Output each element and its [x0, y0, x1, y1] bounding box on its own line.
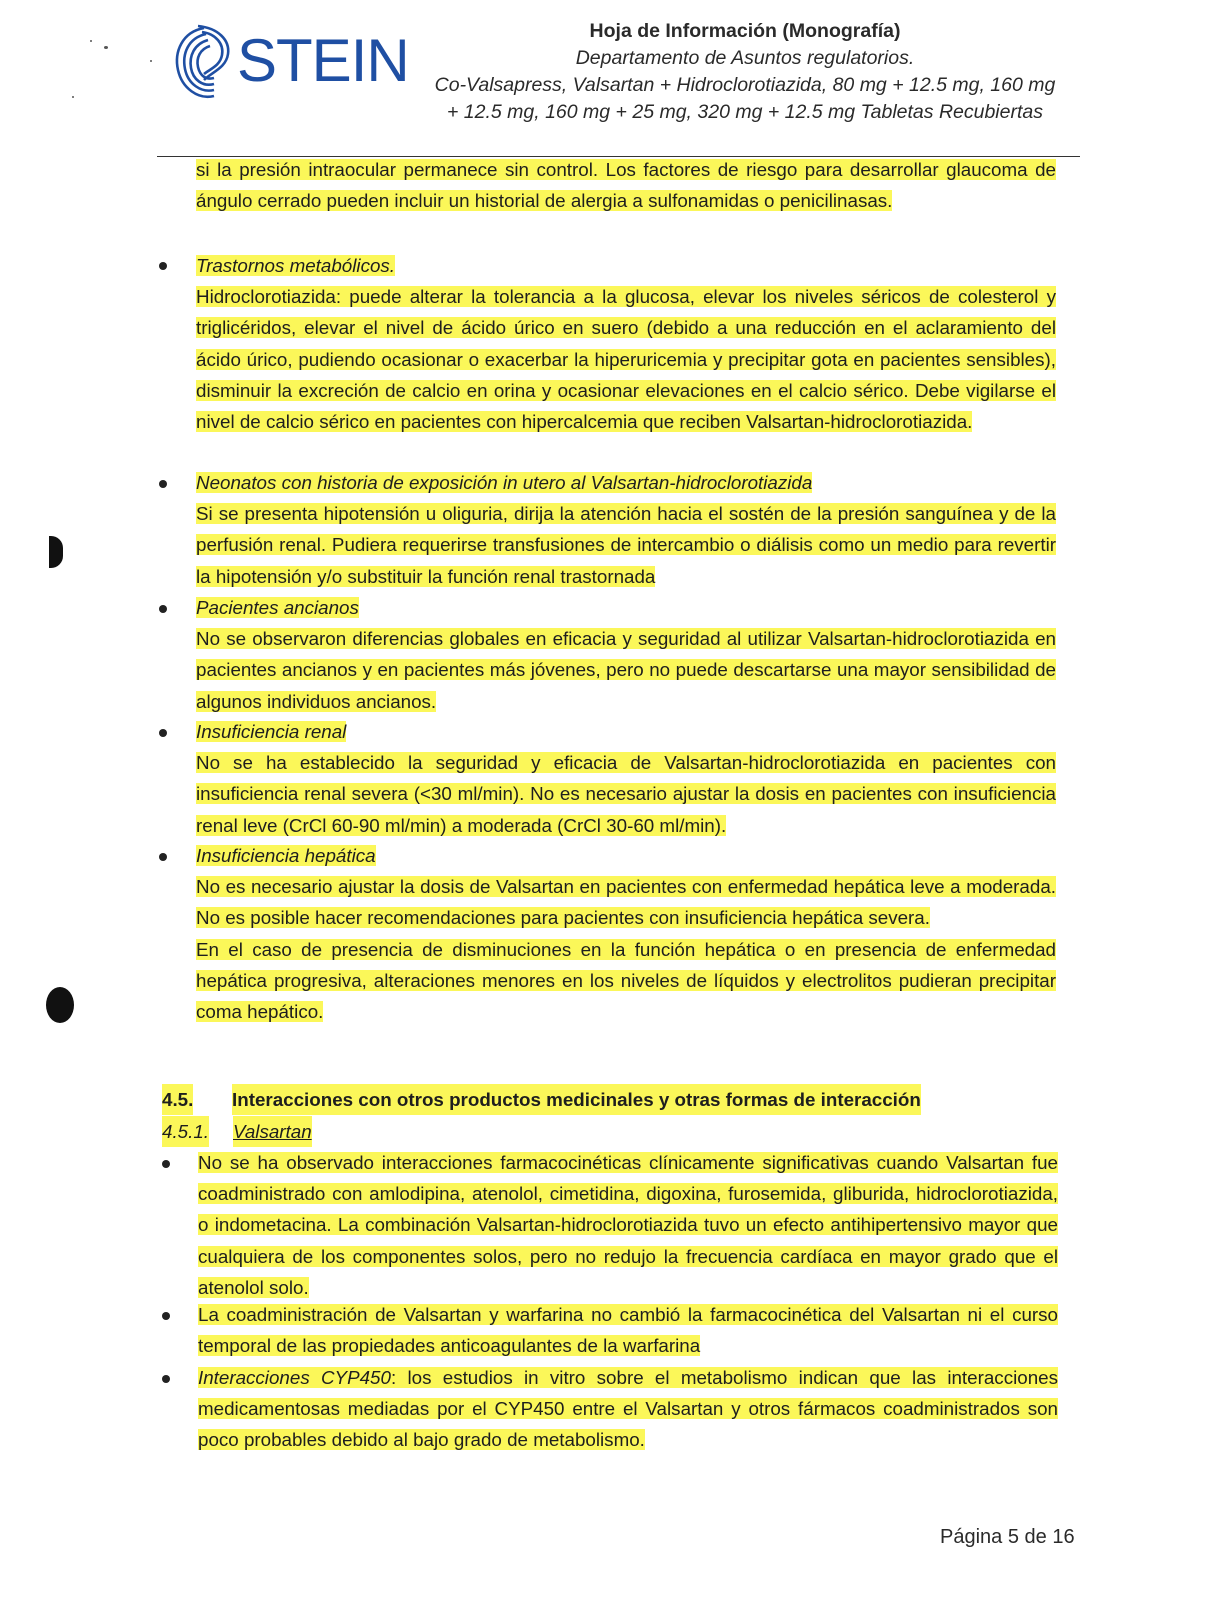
subsection-title: Valsartan [233, 1116, 312, 1147]
bullet-dot [159, 262, 167, 270]
bullet-body-2: En el caso de presencia de disminuciones en la función hepática o en presencia de enfermedad hepática progresiva, alteraciones menores en los niveles de líquidos y electrolitos pudieran precipitar coma hepático. [196, 938, 1056, 1023]
bullet-elderly [196, 592, 1056, 717]
bullet-dot [159, 480, 167, 488]
bullet-body: Si se presenta hipotensión u oliguria, dirija la atención hacia el sostén de la presión sanguínea y de la perfusión renal. Pudiera requerirse transfusiones de intercambio o diálisis como un medio para revertir la hipotensión y/o substituir la función renal trastornada [196, 503, 1056, 587]
department-name: Departamento de Asuntos regulatorios. [575, 47, 915, 69]
bullet-dot [162, 1160, 170, 1168]
scan-speck [72, 96, 74, 98]
bullet-body: Hidroclorotiazida: puede alterar la tolerancia a la glucosa, elevar los niveles séricos de colesterol y triglicéridos, elevar el nivel de ácido úrico en suero (debido a una reducción en el aclaramiento del ácido úrico, pudiendo ocasionar o exacerbar la hiperuricemia y precipitar gota en pacientes sensibles), disminuir la excreción de calcio en orina y ocasionar elevaciones en el calcio sérico. Debe vigilarse el nivel de calcio sérico en pacientes con hipercalcemia que reciben Valsartan-hidroclorotiazida. [196, 286, 1056, 433]
bullet-heading: Insuficiencia renal [196, 721, 347, 742]
bullet-neonates [196, 467, 1056, 592]
bullet-heading: Neonatos con historia de exposición in utero al Valsartan-hidroclorotiazida [196, 472, 813, 493]
bullet-body: No es necesario ajustar la dosis de Valsartan en pacientes con enfermedad hepática leve a moderada. No es posible hacer recomendaciones para pacientes con insuficiencia hepática severa. [196, 876, 1056, 929]
bullet-dot [159, 853, 167, 861]
bullet-dot [162, 1312, 170, 1320]
bullet-renal [196, 716, 1056, 841]
interaction-item: Interacciones CYP450: los estudios in vitro sobre el metabolismo indican que las interacciones medicamentosas mediadas por el CYP450 entre el Valsartan y otros fármacos coadministrados son poco probables debido al bajo grado de metabolismo. [198, 1367, 1058, 1451]
bullet-dot [159, 605, 167, 613]
scan-speck [90, 40, 92, 42]
bullet-hepatic [196, 840, 1056, 1027]
binder-mark [49, 536, 63, 568]
logo-wordmark: STEIN [237, 27, 409, 94]
continuation-paragraph: si la presión intraocular permanece sin control. Los factores de riesgo para desarrollar glaucoma de ángulo cerrado pueden incluir un historial de alergia a sulfonamidas o penicilinasas. [196, 159, 1056, 212]
page-number: Página 5 de 16 [940, 1526, 1075, 1548]
product-line-2: + 12.5 mg, 160 mg + 25 mg, 320 mg + 12.5 mg Tabletas Recubiertas [446, 101, 1043, 123]
subsection-number: 4.5.1. [162, 1116, 209, 1147]
bullet-heading: Pacientes ancianos [196, 597, 359, 618]
product-line-1: Co-Valsapress, Valsartan + Hidroclorotiazida, 80 mg + 12.5 mg, 160 mg [434, 74, 1056, 96]
bullet-heading: Insuficiencia hepática [196, 845, 376, 866]
bullet-heading: Trastornos metabólicos. [196, 255, 396, 276]
scan-speck [104, 46, 108, 49]
interaction-lead: Interacciones CYP450 [198, 1367, 391, 1388]
interaction-item: No se ha observado interacciones farmacocinéticas clínicamente significativas cuando Valsartan fue coadministrado con amlodipina, atenolol, cimetidina, digoxina, furosemida, gliburida, hidroclorotiazida, o indometacina. La combinación Valsartan-hidroclorotiazida tuvo un efecto antihipertensivo mayor que cualquiera de los componentes solos, pero no redujo la frecuencia cardíaca en mayor grado que el atenolol solo. [198, 1152, 1058, 1298]
bullet-dot [162, 1375, 170, 1383]
section-number: 4.5. [162, 1084, 193, 1115]
bullet-dot [159, 729, 167, 737]
bullet-body: No se observaron diferencias globales en eficacia y seguridad al utilizar Valsartan-hidroclorotiazida en pacientes ancianos y en pacientes más jóvenes, pero no puede descartarse una mayor sensibilidad de algunos individuos ancianos. [196, 628, 1056, 712]
document-title: Hoja de Información (Monografía) [589, 20, 901, 42]
scan-speck [150, 60, 152, 62]
bullet-metabolic [196, 250, 1056, 437]
bullet-body: No se ha establecido la seguridad y eficacia de Valsartan-hidroclorotiazida en pacientes con insuficiencia renal severa (<30 ml/min). No es necesario ajustar la dosis en pacientes con insuficiencia renal leve (CrCl 60-90 ml/min) a moderada (CrCl 30-60 ml/min). [196, 752, 1056, 836]
stein-logo-mark-icon [168, 22, 240, 104]
document-header [0, 0, 1225, 160]
interaction-item: La coadministración de Valsartan y warfarina no cambió la farmacocinética del Valsartan ni el curso temporal de las propiedades anticoagulantes de la warfarina [198, 1304, 1058, 1357]
header-text-block [395, 18, 1095, 126]
binder-mark [46, 987, 74, 1023]
stein-logo [168, 22, 409, 104]
section-title: Interacciones con otros productos medicinales y otras formas de interacción [232, 1084, 921, 1115]
